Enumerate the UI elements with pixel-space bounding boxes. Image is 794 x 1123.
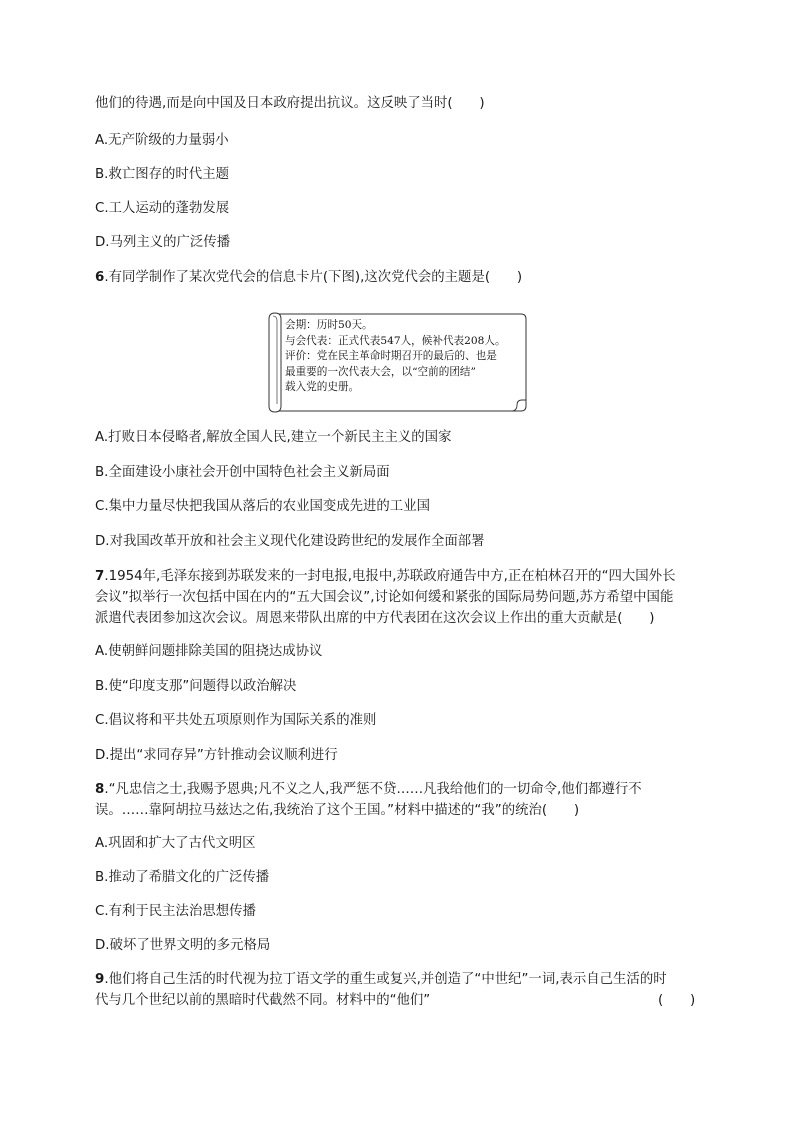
q8-number: 8: [95, 782, 105, 797]
q7-stem-line-2: 会议”拟举行一次包括中国在内的“五大国会议”,讨论如何缓和紧张的国际局势问题,苏方希望中国能: [95, 590, 674, 605]
q5-option-b: B.救亡图存的时代主题: [95, 167, 229, 182]
q5-option-c: C.工人运动的蓬勃发展: [95, 201, 230, 216]
q8-stem-text-1: .“凡忠信之士,我赐予恩典;凡不义之人,我严惩不贷……凡我给他们的一切命令,他们都遵行不: [104, 782, 642, 797]
q7-option-c: C.倡议将和平共处五项原则作为国际关系的准则: [95, 713, 377, 728]
card-line-4: 最重要的一次代表大会，以“空前的团结”: [285, 365, 476, 378]
card-line-5: 载入党的史册。: [285, 381, 360, 394]
q6-stem-text: .有同学制作了某次党代会的信息卡片(下图),这次党代会的主题是( ): [104, 270, 523, 285]
card-line-3: 评价：党在民主革命时期召开的最后的、也是: [285, 350, 497, 363]
q7-option-b: B.使“印度支那”问题得以政治解决: [95, 679, 297, 694]
q9-answer-paren: ( ): [658, 993, 696, 1008]
q6-info-card: [265, 310, 529, 414]
q6-option-a: A.打败日本侵略者,解放全国人民,建立一个新民主主义的国家: [95, 430, 452, 445]
q7-stem-line-1: [95, 567, 675, 587]
q5-stem-tail: 他们的待遇,而是向中国及日本政府提出抗议。这反映了当时( ): [95, 96, 485, 111]
q9-number: 9: [95, 972, 105, 987]
q9-stem-line-1: [95, 970, 667, 990]
q5-option-a: A.无产阶级的力量弱小: [95, 133, 229, 148]
q7-option-d: D.提出“求同存异”方针推动会议顺利进行: [95, 748, 338, 763]
q8-stem-line-1: [95, 780, 642, 800]
q8-option-a: A.巩固和扩大了古代文明区: [95, 836, 256, 851]
q8-option-c: C.有利于民主法治思想传播: [95, 904, 256, 919]
q9-stem-line-2: 代与几个世纪以前的黑暗时代截然不同。材料中的“他们”: [95, 993, 431, 1008]
q9-stem-text-1: .他们将自己生活的时代视为拉丁语文学的重生或复兴,并创造了“中世纪”一词,表示自己生活的时: [104, 972, 667, 987]
q6-number: 6: [95, 270, 105, 285]
q6-option-c: C.集中力量尽快把我国从落后的农业国变成先进的工业国: [95, 499, 430, 514]
q7-stem-text-1: .1954年,毛泽东接到苏联发来的一封电报,电报中,苏联政府通告中方,正在柏林召开的“四大国外长: [104, 569, 676, 584]
q8-option-b: B.推动了希腊文化的广泛传播: [95, 870, 270, 885]
q8-stem-line-2: 误。……靠阿胡拉马兹达之佑,我统治了这个王国。”材料中描述的“我”的统治( ): [95, 803, 580, 818]
q6-option-d: D.对我国改革开放和社会主义现代化建设跨世纪的发展作全面部署: [95, 534, 485, 549]
q6-option-b: B.全面建设小康社会开创中国特色社会主义新局面: [95, 465, 390, 480]
card-line-2: 与会代表：正式代表547人，候补代表208人。: [285, 334, 506, 347]
q7-option-a: A.使朝鲜问题排除美国的阻挠达成协议: [95, 644, 323, 659]
q7-stem-line-3: 派遣代表团参加这次会议。周恩来带队出席的中方代表团在这次会议上作出的重大贡献是( ): [95, 611, 655, 626]
q8-option-d: D.破坏了世界文明的多元格局: [95, 938, 271, 953]
q5-option-d: D.马列主义的广泛传播: [95, 235, 231, 250]
card-line-1: 会期：历时50天。: [285, 319, 373, 331]
q6-stem: [95, 268, 522, 288]
q7-number: 7: [95, 569, 105, 584]
